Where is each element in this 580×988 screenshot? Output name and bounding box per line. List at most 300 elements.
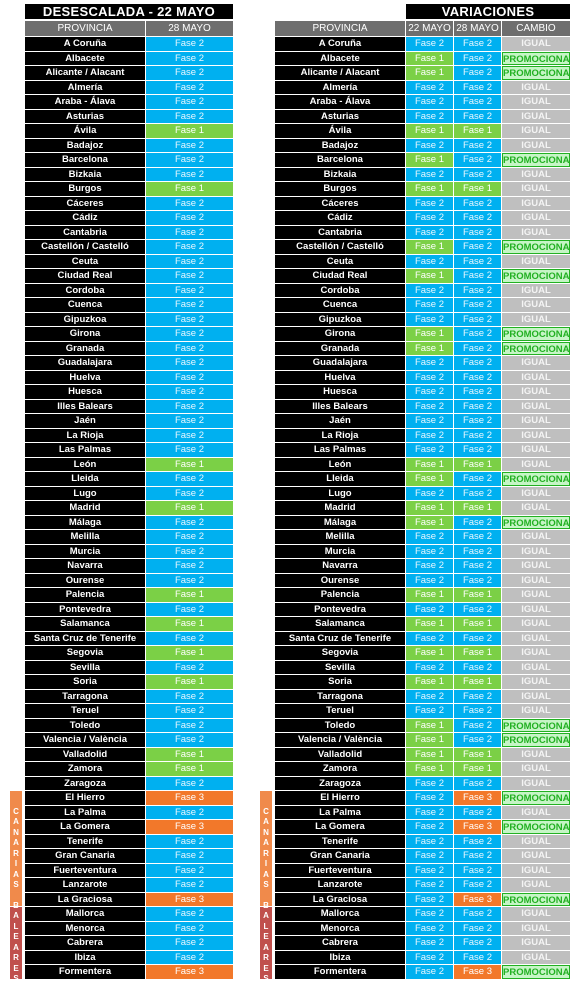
fase-22-mayo-cell: Fase 2 bbox=[406, 414, 453, 428]
fase-28-mayo-cell: Fase 1 bbox=[146, 748, 233, 762]
fase-28-mayo-cell: Fase 2 bbox=[454, 371, 501, 385]
fase-28-mayo-cell: Fase 1 bbox=[454, 646, 501, 660]
provincia-cell: Soria bbox=[275, 675, 405, 689]
cambio-cell: IGUAL bbox=[502, 646, 570, 660]
provincia-cell: Ibiza bbox=[25, 951, 145, 965]
right-header-22-mayo: 22 MAYO bbox=[406, 21, 453, 36]
fase-28-mayo-cell: Fase 2 bbox=[146, 907, 233, 921]
provincia-cell: La Palma bbox=[25, 806, 145, 820]
cambio-cell: PROMOCIONA bbox=[503, 822, 570, 833]
cambio-cell: IGUAL bbox=[502, 907, 570, 921]
provincia-cell: La Gomera bbox=[25, 820, 145, 834]
fase-28-mayo-cell: Fase 2 bbox=[146, 704, 233, 718]
provincia-cell: Asturias bbox=[25, 110, 145, 124]
fase-28-mayo-cell: Fase 2 bbox=[454, 603, 501, 617]
fase-28-mayo-cell: Fase 1 bbox=[454, 675, 501, 689]
fase-28-mayo-cell: Fase 2 bbox=[146, 530, 233, 544]
provincia-cell: Ávila bbox=[275, 124, 405, 138]
fase-28-mayo-cell: Fase 2 bbox=[146, 284, 233, 298]
fase-22-mayo-cell: Fase 1 bbox=[406, 124, 453, 138]
fase-28-mayo-cell: Fase 2 bbox=[454, 936, 501, 950]
cambio-cell: IGUAL bbox=[502, 400, 570, 414]
fase-28-mayo-cell: Fase 2 bbox=[454, 690, 501, 704]
fase-28-mayo-cell: Fase 2 bbox=[454, 81, 501, 95]
provincia-cell: Cabrera bbox=[25, 936, 145, 950]
provincia-cell: Salamanca bbox=[25, 617, 145, 631]
fase-22-mayo-cell: Fase 1 bbox=[406, 472, 453, 486]
provincia-cell: Bizkaia bbox=[275, 168, 405, 182]
fase-22-mayo-cell: Fase 1 bbox=[406, 501, 453, 515]
provincia-cell: Menorca bbox=[275, 922, 405, 936]
provincia-cell: La Graciosa bbox=[25, 893, 145, 907]
provincia-cell: Santa Cruz de Tenerife bbox=[275, 632, 405, 646]
fase-22-mayo-cell: Fase 2 bbox=[406, 690, 453, 704]
fase-28-mayo-cell: Fase 2 bbox=[146, 269, 233, 283]
fase-28-mayo-cell: Fase 2 bbox=[146, 66, 233, 80]
fase-28-mayo-cell: Fase 2 bbox=[146, 777, 233, 791]
fase-28-mayo-cell: Fase 2 bbox=[454, 356, 501, 370]
fase-22-mayo-cell: Fase 2 bbox=[406, 81, 453, 95]
provincia-cell: Tenerife bbox=[275, 835, 405, 849]
fase-28-mayo-cell: Fase 2 bbox=[146, 255, 233, 269]
provincia-cell: Huesca bbox=[275, 385, 405, 399]
fase-22-mayo-cell: Fase 2 bbox=[406, 255, 453, 269]
left-header-provincia: PROVINCIA bbox=[25, 21, 145, 36]
fase-22-mayo-cell: Fase 2 bbox=[406, 226, 453, 240]
provincia-cell: Cordoba bbox=[25, 284, 145, 298]
provincia-cell: Cabrera bbox=[275, 936, 405, 950]
provincia-cell: Formentera bbox=[25, 965, 145, 979]
provincia-cell: Jaén bbox=[275, 414, 405, 428]
provincia-cell: Málaga bbox=[25, 516, 145, 530]
fase-28-mayo-cell: Fase 2 bbox=[454, 211, 501, 225]
provincia-cell: Huelva bbox=[25, 371, 145, 385]
fase-28-mayo-cell: Fase 2 bbox=[146, 878, 233, 892]
cambio-cell: IGUAL bbox=[502, 284, 570, 298]
provincia-cell: Cantabria bbox=[25, 226, 145, 240]
fase-28-mayo-cell: Fase 2 bbox=[146, 559, 233, 573]
fase-28-mayo-cell: Fase 2 bbox=[454, 632, 501, 646]
provincia-cell: Almería bbox=[25, 81, 145, 95]
provincia-cell: Cantabria bbox=[275, 226, 405, 240]
right-header-cambio: CAMBIO bbox=[502, 21, 570, 36]
fase-28-mayo-cell: Fase 2 bbox=[454, 52, 501, 66]
fase-22-mayo-cell: Fase 1 bbox=[406, 269, 453, 283]
provincia-cell: Zamora bbox=[25, 762, 145, 776]
fase-28-mayo-cell: Fase 2 bbox=[454, 197, 501, 211]
cambio-cell: IGUAL bbox=[502, 95, 570, 109]
fase-22-mayo-cell: Fase 2 bbox=[406, 922, 453, 936]
fase-28-mayo-cell: Fase 1 bbox=[146, 675, 233, 689]
provincia-cell: Lleida bbox=[25, 472, 145, 486]
cambio-cell: IGUAL bbox=[502, 675, 570, 689]
fase-28-mayo-cell: Fase 1 bbox=[454, 124, 501, 138]
fase-28-mayo-cell: Fase 1 bbox=[146, 762, 233, 776]
fase-22-mayo-cell: Fase 2 bbox=[406, 806, 453, 820]
cambio-cell: IGUAL bbox=[502, 849, 570, 863]
provincia-cell: Burgos bbox=[275, 182, 405, 196]
cambio-cell: PROMOCIONA bbox=[503, 894, 570, 906]
fase-28-mayo-cell: Fase 1 bbox=[146, 646, 233, 660]
fase-28-mayo-cell: Fase 1 bbox=[146, 124, 233, 138]
fase-28-mayo-cell: Fase 2 bbox=[454, 719, 501, 733]
fase-22-mayo-cell: Fase 2 bbox=[406, 545, 453, 559]
fase-22-mayo-cell: Fase 1 bbox=[406, 182, 453, 196]
provincia-cell: El Hierro bbox=[275, 791, 405, 805]
provincia-cell: Ávila bbox=[25, 124, 145, 138]
left-title: DESESCALADA - 22 MAYO bbox=[25, 4, 233, 19]
fase-28-mayo-cell: Fase 2 bbox=[146, 313, 233, 327]
provincia-cell: Lugo bbox=[25, 487, 145, 501]
cambio-cell: PROMOCIONA bbox=[503, 343, 570, 355]
cambio-cell: IGUAL bbox=[502, 922, 570, 936]
fase-22-mayo-cell: Fase 2 bbox=[406, 443, 453, 457]
fase-28-mayo-cell: Fase 2 bbox=[146, 632, 233, 646]
fase-28-mayo-cell: Fase 2 bbox=[146, 81, 233, 95]
fase-28-mayo-cell: Fase 2 bbox=[146, 168, 233, 182]
cambio-cell: IGUAL bbox=[502, 414, 570, 428]
fase-28-mayo-cell: Fase 1 bbox=[454, 748, 501, 762]
fase-28-mayo-cell: Fase 2 bbox=[454, 414, 501, 428]
provincia-cell: Murcia bbox=[25, 545, 145, 559]
provincia-cell: Soria bbox=[25, 675, 145, 689]
provincia-cell: Melilla bbox=[25, 530, 145, 544]
provincia-cell: Palencia bbox=[25, 588, 145, 602]
fase-28-mayo-cell: Fase 2 bbox=[454, 849, 501, 863]
fase-22-mayo-cell: Fase 2 bbox=[406, 530, 453, 544]
provincia-cell: Huelva bbox=[275, 371, 405, 385]
provincia-cell: Ibiza bbox=[275, 951, 405, 965]
fase-22-mayo-cell: Fase 2 bbox=[406, 907, 453, 921]
provincia-cell: Toledo bbox=[275, 719, 405, 733]
provincia-cell: Ourense bbox=[25, 574, 145, 588]
fase-28-mayo-cell: Fase 2 bbox=[454, 66, 501, 80]
provincia-cell: Alicante / Alacant bbox=[275, 66, 405, 80]
fase-28-mayo-cell: Fase 2 bbox=[146, 95, 233, 109]
provincia-cell: Ciudad Real bbox=[275, 269, 405, 283]
provincia-cell: Castellón / Castelló bbox=[275, 240, 405, 254]
cambio-cell: IGUAL bbox=[502, 777, 570, 791]
fase-28-mayo-cell: Fase 2 bbox=[146, 342, 233, 356]
provincia-cell: Illes Balears bbox=[25, 400, 145, 414]
provincia-cell: Castellón / Castelló bbox=[25, 240, 145, 254]
fase-22-mayo-cell: Fase 2 bbox=[406, 487, 453, 501]
cambio-cell: IGUAL bbox=[502, 588, 570, 602]
cambio-cell: IGUAL bbox=[502, 313, 570, 327]
provincia-cell: Fuerteventura bbox=[275, 864, 405, 878]
fase-28-mayo-cell: Fase 2 bbox=[454, 487, 501, 501]
fase-22-mayo-cell: Fase 2 bbox=[406, 298, 453, 312]
cambio-cell: IGUAL bbox=[502, 487, 570, 501]
fase-22-mayo-cell: Fase 2 bbox=[406, 704, 453, 718]
provincia-cell: León bbox=[275, 458, 405, 472]
fase-22-mayo-cell: Fase 2 bbox=[406, 168, 453, 182]
provincia-cell: Toledo bbox=[25, 719, 145, 733]
cambio-cell: IGUAL bbox=[502, 545, 570, 559]
fase-28-mayo-cell: Fase 3 bbox=[454, 965, 501, 979]
provincia-cell: Tarragona bbox=[275, 690, 405, 704]
provincia-cell: Asturias bbox=[275, 110, 405, 124]
provincia-cell: Teruel bbox=[25, 704, 145, 718]
cambio-cell: IGUAL bbox=[502, 298, 570, 312]
fase-22-mayo-cell: Fase 1 bbox=[406, 748, 453, 762]
provincia-cell: Cáceres bbox=[275, 197, 405, 211]
fase-28-mayo-cell: Fase 2 bbox=[146, 327, 233, 341]
cambio-cell: IGUAL bbox=[502, 574, 570, 588]
fase-22-mayo-cell: Fase 2 bbox=[406, 791, 453, 805]
fase-28-mayo-cell: Fase 2 bbox=[146, 139, 233, 153]
provincia-cell: Cuenca bbox=[25, 298, 145, 312]
fase-28-mayo-cell: Fase 2 bbox=[146, 472, 233, 486]
fase-28-mayo-cell: Fase 3 bbox=[146, 893, 233, 907]
fase-28-mayo-cell: Fase 2 bbox=[454, 240, 501, 254]
fase-22-mayo-cell: Fase 2 bbox=[406, 632, 453, 646]
provincia-cell: Murcia bbox=[275, 545, 405, 559]
cambio-cell: PROMOCIONA bbox=[503, 242, 570, 253]
left-header-28-mayo: 28 MAYO bbox=[146, 21, 233, 36]
fase-28-mayo-cell: Fase 2 bbox=[146, 356, 233, 370]
provincia-cell: La Gomera bbox=[275, 820, 405, 834]
provincia-cell: Lleida bbox=[275, 472, 405, 486]
cambio-cell: IGUAL bbox=[502, 443, 570, 457]
cambio-cell: PROMOCIONA bbox=[503, 720, 570, 732]
provincia-cell: Las Palmas bbox=[25, 443, 145, 457]
provincia-cell: La Graciosa bbox=[275, 893, 405, 907]
provincia-cell: Sevilla bbox=[25, 661, 145, 675]
cambio-cell: IGUAL bbox=[502, 385, 570, 399]
fase-28-mayo-cell: Fase 2 bbox=[454, 835, 501, 849]
cambio-cell: IGUAL bbox=[502, 139, 570, 153]
cambio-cell: IGUAL bbox=[502, 603, 570, 617]
fase-28-mayo-cell: Fase 2 bbox=[146, 719, 233, 733]
fase-28-mayo-cell: Fase 2 bbox=[454, 574, 501, 588]
fase-22-mayo-cell: Fase 2 bbox=[406, 864, 453, 878]
fase-22-mayo-cell: Fase 2 bbox=[406, 95, 453, 109]
provincia-cell: La Palma bbox=[275, 806, 405, 820]
provincia-cell: Tenerife bbox=[25, 835, 145, 849]
fase-22-mayo-cell: Fase 1 bbox=[406, 617, 453, 631]
fase-28-mayo-cell: Fase 2 bbox=[454, 168, 501, 182]
fase-22-mayo-cell: Fase 2 bbox=[406, 559, 453, 573]
provincia-cell: Cádiz bbox=[275, 211, 405, 225]
fase-28-mayo-cell: Fase 1 bbox=[146, 617, 233, 631]
fase-22-mayo-cell: Fase 2 bbox=[406, 371, 453, 385]
provincia-cell: A Coruña bbox=[25, 37, 145, 51]
fase-22-mayo-cell: Fase 2 bbox=[406, 820, 453, 834]
provincia-cell: Cáceres bbox=[25, 197, 145, 211]
fase-22-mayo-cell: Fase 1 bbox=[406, 675, 453, 689]
fase-28-mayo-cell: Fase 2 bbox=[146, 197, 233, 211]
cambio-cell: IGUAL bbox=[502, 197, 570, 211]
fase-22-mayo-cell: Fase 1 bbox=[406, 646, 453, 660]
provincia-cell: Navarra bbox=[275, 559, 405, 573]
fase-28-mayo-cell: Fase 2 bbox=[454, 429, 501, 443]
fase-22-mayo-cell: Fase 1 bbox=[406, 733, 453, 747]
fase-22-mayo-cell: Fase 2 bbox=[406, 936, 453, 950]
fase-22-mayo-cell: Fase 2 bbox=[406, 893, 453, 907]
fase-28-mayo-cell: Fase 2 bbox=[454, 806, 501, 820]
fase-22-mayo-cell: Fase 2 bbox=[406, 849, 453, 863]
fase-28-mayo-cell: Fase 2 bbox=[454, 255, 501, 269]
provincia-cell: Zamora bbox=[275, 762, 405, 776]
fase-28-mayo-cell: Fase 2 bbox=[454, 269, 501, 283]
cambio-cell: PROMOCIONA bbox=[503, 53, 570, 65]
provincia-cell: Barcelona bbox=[275, 153, 405, 167]
fase-22-mayo-cell: Fase 2 bbox=[406, 110, 453, 124]
cambio-cell: IGUAL bbox=[502, 226, 570, 240]
fase-28-mayo-cell: Fase 2 bbox=[454, 472, 501, 486]
fase-28-mayo-cell: Fase 2 bbox=[146, 37, 233, 51]
provincia-cell: Valladolid bbox=[25, 748, 145, 762]
provincia-cell: Melilla bbox=[275, 530, 405, 544]
cambio-cell: PROMOCIONA bbox=[503, 735, 570, 746]
provincia-cell: Las Palmas bbox=[275, 443, 405, 457]
cambio-cell: IGUAL bbox=[502, 690, 570, 704]
provincia-cell: Zaragoza bbox=[25, 777, 145, 791]
provincia-cell: Navarra bbox=[25, 559, 145, 573]
fase-22-mayo-cell: Fase 2 bbox=[406, 965, 453, 979]
fase-28-mayo-cell: Fase 2 bbox=[454, 342, 501, 356]
fase-22-mayo-cell: Fase 2 bbox=[406, 951, 453, 965]
fase-28-mayo-cell: Fase 2 bbox=[146, 487, 233, 501]
fase-28-mayo-cell: Fase 2 bbox=[454, 153, 501, 167]
provincia-cell: Málaga bbox=[275, 516, 405, 530]
fase-28-mayo-cell: Fase 2 bbox=[146, 516, 233, 530]
fase-28-mayo-cell: Fase 2 bbox=[454, 878, 501, 892]
cambio-cell: IGUAL bbox=[502, 878, 570, 892]
provincia-cell: Valencia / València bbox=[275, 733, 405, 747]
cambio-cell: IGUAL bbox=[502, 762, 570, 776]
baleares-group-label: B A L E A R E S bbox=[260, 907, 272, 979]
cambio-cell: PROMOCIONA bbox=[503, 967, 570, 978]
fase-22-mayo-cell: Fase 1 bbox=[406, 719, 453, 733]
fase-22-mayo-cell: Fase 1 bbox=[406, 240, 453, 254]
provincia-cell: Salamanca bbox=[275, 617, 405, 631]
fase-22-mayo-cell: Fase 1 bbox=[406, 516, 453, 530]
cambio-cell: IGUAL bbox=[502, 936, 570, 950]
provincia-cell: Albacete bbox=[25, 52, 145, 66]
cambio-cell: IGUAL bbox=[502, 37, 570, 51]
fase-28-mayo-cell: Fase 2 bbox=[146, 400, 233, 414]
right-header-provincia: PROVINCIA bbox=[275, 21, 405, 36]
fase-28-mayo-cell: Fase 2 bbox=[146, 661, 233, 675]
fase-22-mayo-cell: Fase 2 bbox=[406, 211, 453, 225]
provincia-cell: Tarragona bbox=[25, 690, 145, 704]
fase-22-mayo-cell: Fase 1 bbox=[406, 327, 453, 341]
provincia-cell: Madrid bbox=[25, 501, 145, 515]
fase-28-mayo-cell: Fase 2 bbox=[146, 936, 233, 950]
provincia-cell: Badajoz bbox=[275, 139, 405, 153]
cambio-cell: PROMOCIONA bbox=[503, 155, 570, 166]
cambio-cell: IGUAL bbox=[502, 661, 570, 675]
fase-22-mayo-cell: Fase 2 bbox=[406, 37, 453, 51]
provincia-cell: Girona bbox=[275, 327, 405, 341]
provincia-cell: Ourense bbox=[275, 574, 405, 588]
fase-22-mayo-cell: Fase 2 bbox=[406, 356, 453, 370]
fase-28-mayo-cell: Fase 2 bbox=[454, 516, 501, 530]
provincia-cell: Formentera bbox=[275, 965, 405, 979]
fase-28-mayo-cell: Fase 2 bbox=[454, 313, 501, 327]
fase-22-mayo-cell: Fase 2 bbox=[406, 313, 453, 327]
fase-28-mayo-cell: Fase 2 bbox=[146, 951, 233, 965]
provincia-cell: Bizkaia bbox=[25, 168, 145, 182]
provincia-cell: Barcelona bbox=[25, 153, 145, 167]
fase-28-mayo-cell: Fase 2 bbox=[454, 226, 501, 240]
fase-28-mayo-cell: Fase 1 bbox=[454, 501, 501, 515]
fase-28-mayo-cell: Fase 1 bbox=[454, 762, 501, 776]
provincia-cell: Ciudad Real bbox=[25, 269, 145, 283]
fase-28-mayo-cell: Fase 2 bbox=[454, 951, 501, 965]
cambio-cell: IGUAL bbox=[502, 835, 570, 849]
fase-28-mayo-cell: Fase 2 bbox=[146, 922, 233, 936]
provincia-cell: Madrid bbox=[275, 501, 405, 515]
provincia-cell: Ceuta bbox=[275, 255, 405, 269]
cambio-cell: IGUAL bbox=[502, 951, 570, 965]
fase-28-mayo-cell: Fase 1 bbox=[454, 182, 501, 196]
fase-22-mayo-cell: Fase 2 bbox=[406, 400, 453, 414]
cambio-cell: PROMOCIONA bbox=[503, 329, 570, 340]
fase-28-mayo-cell: Fase 1 bbox=[146, 588, 233, 602]
fase-28-mayo-cell: Fase 2 bbox=[454, 327, 501, 341]
fase-28-mayo-cell: Fase 2 bbox=[146, 733, 233, 747]
fase-22-mayo-cell: Fase 1 bbox=[406, 66, 453, 80]
baleares-group-label: B A L E A R E S bbox=[10, 907, 22, 979]
fase-28-mayo-cell: Fase 2 bbox=[146, 110, 233, 124]
provincia-cell: Pontevedra bbox=[275, 603, 405, 617]
provincia-cell: Sevilla bbox=[275, 661, 405, 675]
cambio-cell: IGUAL bbox=[502, 110, 570, 124]
fase-28-mayo-cell: Fase 2 bbox=[146, 371, 233, 385]
fase-28-mayo-cell: Fase 2 bbox=[146, 443, 233, 457]
provincia-cell: Menorca bbox=[25, 922, 145, 936]
fase-28-mayo-cell: Fase 3 bbox=[454, 791, 501, 805]
cambio-cell: IGUAL bbox=[502, 81, 570, 95]
fase-22-mayo-cell: Fase 2 bbox=[406, 835, 453, 849]
right-header-28-mayo: 28 MAYO bbox=[454, 21, 501, 36]
provincia-cell: Granada bbox=[25, 342, 145, 356]
fase-28-mayo-cell: Fase 2 bbox=[454, 704, 501, 718]
provincia-cell: Ceuta bbox=[25, 255, 145, 269]
fase-28-mayo-cell: Fase 3 bbox=[454, 820, 501, 834]
fase-22-mayo-cell: Fase 2 bbox=[406, 429, 453, 443]
fase-28-mayo-cell: Fase 2 bbox=[454, 400, 501, 414]
fase-28-mayo-cell: Fase 2 bbox=[454, 559, 501, 573]
fase-28-mayo-cell: Fase 2 bbox=[454, 530, 501, 544]
provincia-cell: Teruel bbox=[275, 704, 405, 718]
fase-28-mayo-cell: Fase 1 bbox=[146, 182, 233, 196]
fase-28-mayo-cell: Fase 2 bbox=[454, 443, 501, 457]
fase-28-mayo-cell: Fase 2 bbox=[454, 385, 501, 399]
provincia-cell: Jaén bbox=[25, 414, 145, 428]
cambio-cell: PROMOCIONA bbox=[503, 68, 570, 79]
provincia-cell: Cádiz bbox=[25, 211, 145, 225]
cambio-cell: IGUAL bbox=[502, 255, 570, 269]
cambio-cell: PROMOCIONA bbox=[503, 271, 570, 282]
fase-28-mayo-cell: Fase 2 bbox=[454, 777, 501, 791]
provincia-cell: Santa Cruz de Tenerife bbox=[25, 632, 145, 646]
provincia-cell: Guadalajara bbox=[25, 356, 145, 370]
cambio-cell: IGUAL bbox=[502, 182, 570, 196]
provincia-cell: Guadalajara bbox=[275, 356, 405, 370]
provincia-cell: Almería bbox=[275, 81, 405, 95]
fase-28-mayo-cell: Fase 2 bbox=[146, 385, 233, 399]
provincia-cell: Gipuzkoa bbox=[275, 313, 405, 327]
provincia-cell: Fuerteventura bbox=[25, 864, 145, 878]
provincia-cell: Segovia bbox=[25, 646, 145, 660]
fase-28-mayo-cell: Fase 2 bbox=[146, 806, 233, 820]
fase-28-mayo-cell: Fase 2 bbox=[454, 37, 501, 51]
provincia-cell: Gran Canaria bbox=[275, 849, 405, 863]
